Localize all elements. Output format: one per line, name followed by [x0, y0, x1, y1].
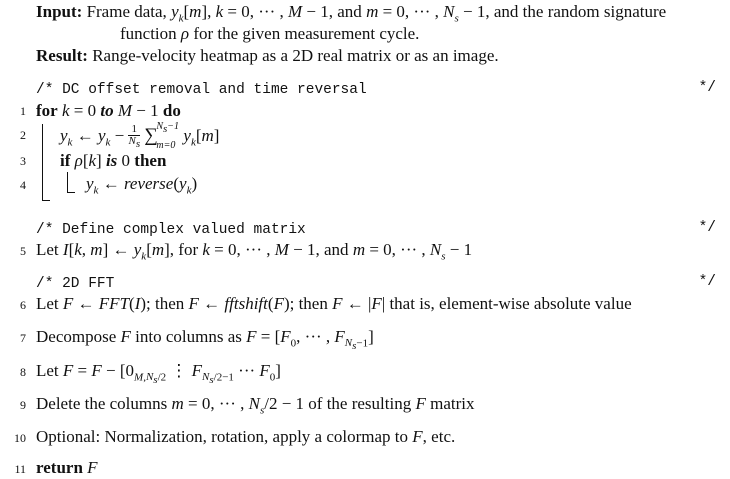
result-text: Range-velocity heatmap as a 2D real matrix or as an image. — [92, 46, 499, 65]
return-line: return F — [36, 458, 98, 477]
loop-end-tick — [42, 200, 50, 201]
if-line: if ρ[k] is 0 then — [60, 151, 167, 170]
comment-dc-offset: /* DC offset removal and time reversal — [36, 82, 367, 98]
delete-columns-line: Delete the columns m = 0, ··· , $N_s/2 - 1$ of the resulting F matrix — [36, 394, 475, 417]
if-end-tick — [67, 192, 75, 193]
comment-end-3: */ — [698, 274, 716, 290]
optional-line: Optional: Normalization, rotation, apply a colormap to F, etc. — [36, 427, 456, 446]
line-number-5: 5 — [20, 244, 26, 258]
define-matrix-line: Let I[k, m] ← $y_k[m]$, for k = 0, ··· , M − 1, and m = 0, ··· , $N_s - 1$ — [36, 240, 473, 263]
line-number-2: 2 — [20, 128, 26, 142]
dc-offset-line: $y_k$ ← $y_k$ − $\frac{1}{N_s}$ ∑ $N_s-1$ m=0 $y_k[m]$ — [60, 121, 220, 151]
fft-line: Let F ← FFT(I); then F ← fftshift(F); then F ← |F| that is, element-wise absolute value — [36, 294, 632, 313]
line-number-4: 4 — [20, 178, 26, 192]
subtract-line: Let $F = F - [0_{M,N_s/2}$ ⋮ $F_{N_s/2-1}$ ··· $F_0$] — [36, 361, 281, 387]
input-line-2: function ρ for the given measurement cycle. — [120, 24, 420, 43]
line-number-9: 9 — [20, 398, 26, 412]
loop-body-bar — [42, 124, 43, 200]
comment-define-matrix: /* Define complex valued matrix — [36, 222, 306, 238]
result-label: Result: — [36, 46, 88, 65]
comment-end-1: */ — [698, 80, 716, 96]
input-text: Frame data, $y_k[m]$, k = 0, ··· , M − 1, and m = 0, ··· , $N_s - 1$, and the random signature — [86, 2, 667, 25]
if-body-bar — [67, 172, 68, 192]
reverse-line: $y_k$ ← $reverse(y_k)$ — [86, 174, 198, 197]
input-label: Input: — [36, 2, 83, 21]
line-number-10: 10 — [14, 431, 26, 445]
comment-2d-fft: /* 2D FFT — [36, 276, 115, 292]
result-line — [36, 46, 499, 66]
line-number-3: 3 — [20, 154, 26, 168]
decompose-line: Decompose F into columns as $F = [F_0$, ··· , $F_{N_s-1}$] — [36, 327, 374, 353]
line-number-1: 1 — [20, 104, 26, 118]
comment-end-2: */ — [698, 220, 716, 236]
line-number-7: 7 — [20, 331, 26, 345]
line-number-6: 6 — [20, 298, 26, 312]
line-number-11: 11 — [14, 462, 26, 476]
line-number-8: 8 — [20, 365, 26, 379]
for-loop-line: for k = 0 to M − 1 do — [36, 101, 181, 120]
